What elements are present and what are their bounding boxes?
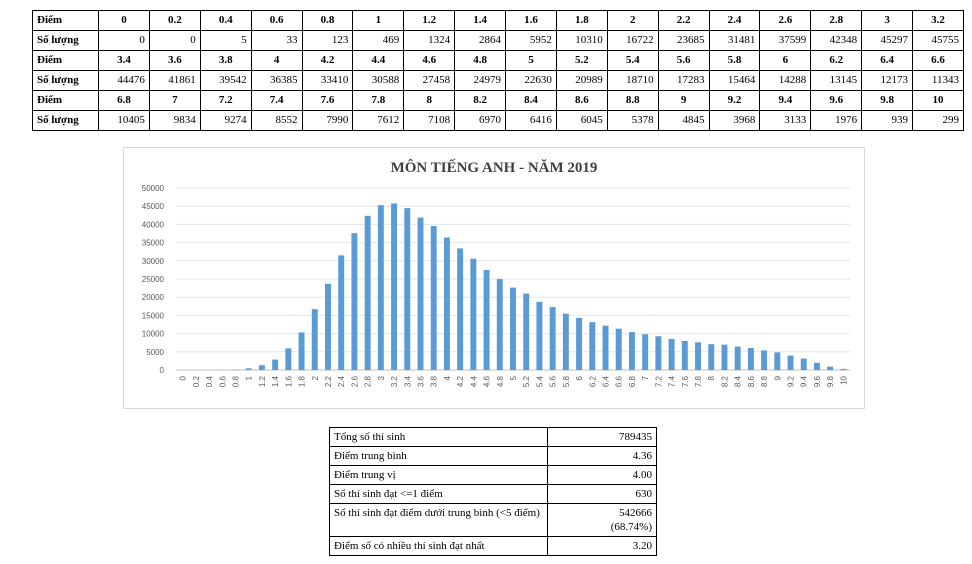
- score-cell: 5.4: [607, 51, 658, 71]
- bar: [603, 326, 609, 370]
- score-cell: 1: [353, 11, 404, 31]
- chart-title: MÔN TIẾNG ANH - NĂM 2019: [390, 160, 598, 176]
- bar: [550, 307, 556, 370]
- count-cell: 5952: [506, 31, 557, 51]
- x-tick-label: 10: [839, 376, 849, 385]
- x-tick-label: 0.8: [231, 376, 241, 388]
- count-cell: 14288: [760, 71, 811, 91]
- x-tick-label: 3.2: [390, 376, 400, 388]
- bar: [801, 359, 807, 370]
- score-header-label: Điểm: [33, 11, 99, 31]
- score-cell: 9.2: [709, 91, 760, 111]
- bar: [285, 348, 291, 370]
- x-tick-label: 3.6: [416, 376, 426, 388]
- stat-label: Số thí sinh đạt <=1 điểm: [330, 485, 548, 504]
- score-cell: 7.2: [200, 91, 251, 111]
- count-cell: 3968: [709, 111, 760, 131]
- count-cell: 33410: [302, 71, 353, 91]
- x-tick-label: 9.6: [812, 376, 822, 388]
- count-cell: 469: [353, 31, 404, 51]
- count-cell: 3133: [760, 111, 811, 131]
- score-cell: 1.2: [404, 11, 455, 31]
- bar: [655, 336, 661, 370]
- x-tick-label: 2.4: [337, 376, 347, 388]
- x-tick-label: 7.4: [667, 376, 677, 388]
- stat-value: [548, 466, 657, 485]
- stat-value-percent: (68.74%): [610, 521, 652, 533]
- stat-value-text: 789435: [619, 431, 652, 443]
- score-cell: 3.6: [149, 51, 200, 71]
- count-cell: 1976: [811, 111, 862, 131]
- score-cell: 6.2: [811, 51, 862, 71]
- x-tick-label: 8.4: [733, 376, 743, 388]
- score-cell: 6: [760, 51, 811, 71]
- x-tick-label: 5: [509, 376, 518, 381]
- x-tick-label: 3.4: [403, 376, 413, 388]
- bar: [404, 208, 410, 370]
- bar: [629, 332, 635, 370]
- stat-value-text: 4.36: [632, 450, 652, 462]
- bar: [589, 322, 595, 370]
- bar: [259, 365, 265, 370]
- stat-value-text: 4.00: [632, 469, 652, 481]
- bar: [312, 309, 318, 370]
- score-cell: 3: [862, 11, 913, 31]
- x-tick-label: 2.6: [350, 376, 360, 388]
- bar: [246, 368, 252, 370]
- score-cell: 4.6: [404, 51, 455, 71]
- x-tick-label: 6: [575, 376, 585, 381]
- count-cell: 41861: [149, 71, 200, 91]
- bar: [827, 367, 833, 370]
- x-axis-ticks: [179, 375, 849, 387]
- count-cell: 36385: [251, 71, 302, 91]
- y-tick-label: 30000: [141, 256, 164, 266]
- count-cell: 22630: [506, 71, 557, 91]
- count-cell: 18710: [607, 71, 658, 91]
- score-cell: 9: [658, 91, 709, 111]
- score-cell: 1.8: [556, 11, 607, 31]
- y-tick-label: 5000: [146, 347, 164, 357]
- count-cell: 123: [302, 31, 353, 51]
- count-cell: 9834: [149, 111, 200, 131]
- stat-value: [548, 485, 657, 504]
- score-cell: 5.2: [556, 51, 607, 71]
- bar: [682, 341, 688, 370]
- bar: [761, 350, 767, 370]
- x-tick-label: 5.8: [561, 376, 571, 388]
- count-row: [33, 111, 964, 131]
- score-row: [33, 11, 964, 31]
- bar: [735, 347, 741, 370]
- score-header-label: Điểm: [33, 51, 99, 71]
- x-tick-label: 9.2: [786, 376, 796, 388]
- score-cell: 6.8: [99, 91, 150, 111]
- count-cell: 27458: [404, 71, 455, 91]
- chart-container: [123, 147, 865, 409]
- count-cell: 7108: [404, 111, 455, 131]
- stat-label: Tổng số thí sinh: [330, 428, 548, 447]
- score-cell: 2.6: [760, 11, 811, 31]
- count-cell: 39542: [200, 71, 251, 91]
- bar: [840, 369, 846, 370]
- count-cell: 45755: [913, 31, 964, 51]
- score-cell: 2.2: [658, 11, 709, 31]
- x-tick-label: 7: [641, 376, 651, 381]
- count-header-label: Số lượng: [33, 31, 99, 51]
- bar: [272, 360, 278, 370]
- count-cell: 6970: [455, 111, 506, 131]
- count-cell: 10310: [556, 31, 607, 51]
- score-cell: 0.6: [251, 11, 302, 31]
- stat-label: Điểm trung vị: [330, 466, 548, 485]
- x-tick-label: 6.8: [627, 376, 637, 388]
- count-cell: 10405: [99, 111, 150, 131]
- score-cell: 3.2: [913, 11, 964, 31]
- x-tick-label: 7.8: [694, 376, 704, 388]
- stat-row: [330, 504, 657, 537]
- count-cell: 8552: [251, 111, 302, 131]
- score-distribution-table: [32, 10, 964, 131]
- count-cell: 5378: [607, 111, 658, 131]
- stat-row: [330, 466, 657, 485]
- score-cell: 8.6: [556, 91, 607, 111]
- x-tick-label: 0.6: [218, 376, 228, 388]
- x-tick-label: 1.8: [297, 376, 307, 388]
- count-cell: 299: [913, 111, 964, 131]
- y-axis-ticks: [142, 184, 165, 375]
- count-cell: 1324: [404, 31, 455, 51]
- score-cell: 9.6: [811, 91, 862, 111]
- bar: [536, 302, 542, 370]
- bar: [299, 332, 305, 370]
- count-cell: 4845: [658, 111, 709, 131]
- y-tick-label: 25000: [141, 275, 164, 284]
- score-cell: 3.8: [200, 51, 251, 71]
- count-cell: 7612: [353, 111, 404, 131]
- y-tick-label: 0: [159, 366, 164, 375]
- bar: [774, 352, 780, 370]
- bar: [748, 348, 754, 370]
- score-cell: 4.2: [302, 51, 353, 71]
- bar: [642, 334, 648, 370]
- bar: [576, 318, 582, 370]
- score-cell: 3.4: [99, 51, 150, 71]
- bar: [444, 238, 450, 370]
- x-tick-label: 4.8: [495, 376, 505, 388]
- bar: [378, 205, 384, 370]
- count-cell: 20989: [556, 71, 607, 91]
- bar: [814, 363, 820, 370]
- bar: [563, 314, 569, 370]
- bars: [206, 203, 846, 370]
- x-tick-label: 0.2: [191, 376, 201, 388]
- stat-row: [330, 485, 657, 504]
- x-tick-label: 3: [376, 376, 386, 381]
- stat-value-text: 542666: [619, 507, 652, 519]
- y-tick-label: 10000: [141, 329, 164, 339]
- count-cell: 0: [99, 31, 150, 51]
- bar: [497, 279, 503, 370]
- score-cell: 9.4: [760, 91, 811, 111]
- x-tick-label: 3.8: [429, 376, 439, 388]
- score-cell: 8: [404, 91, 455, 111]
- count-cell: 0: [149, 31, 200, 51]
- x-tick-label: 5.4: [535, 376, 545, 388]
- x-tick-label: 7.6: [680, 376, 690, 388]
- score-cell: 6.6: [913, 51, 964, 71]
- x-tick-label: 1: [244, 376, 254, 381]
- stat-label: Điểm số có nhiều thí sinh đạt nhất: [330, 537, 548, 556]
- bar: [325, 284, 331, 370]
- score-cell: 5.8: [709, 51, 760, 71]
- bar: [721, 345, 727, 370]
- score-cell: 5.6: [658, 51, 709, 71]
- score-cell: 2.8: [811, 11, 862, 31]
- count-cell: 7990: [302, 111, 353, 131]
- stat-row: [330, 537, 657, 556]
- score-cell: 8.8: [607, 91, 658, 111]
- count-cell: 2864: [455, 31, 506, 51]
- score-cell: 4.8: [455, 51, 506, 71]
- x-tick-label: 7.2: [654, 376, 664, 388]
- score-cell: 6.4: [862, 51, 913, 71]
- x-tick-label: 4.6: [482, 376, 492, 388]
- x-tick-label: 8.6: [746, 376, 756, 388]
- count-cell: 6416: [506, 111, 557, 131]
- score-cell: 0.8: [302, 11, 353, 31]
- stat-value-text: 3.20: [632, 540, 652, 552]
- score-cell: 9.8: [862, 91, 913, 111]
- bar: [669, 339, 675, 370]
- x-tick-label: 8: [707, 376, 717, 381]
- y-tick-label: 45000: [141, 202, 164, 212]
- stat-value: [548, 428, 657, 447]
- score-cell: 0: [99, 11, 150, 31]
- bar: [788, 356, 794, 370]
- y-tick-label: 35000: [141, 238, 164, 248]
- x-tick-label: 6.6: [614, 376, 624, 388]
- x-tick-label: 4: [442, 376, 452, 381]
- score-row: [33, 51, 964, 71]
- score-cell: 5: [506, 51, 557, 71]
- bar: [457, 248, 463, 370]
- score-cell: 7.4: [251, 91, 302, 111]
- count-cell: 37599: [760, 31, 811, 51]
- stat-label: Số thí sinh đạt điểm dưới trung bình (<5 điểm): [330, 504, 548, 537]
- x-tick-label: 8.8: [760, 376, 770, 388]
- y-tick-label: 40000: [141, 220, 164, 230]
- bar: [351, 233, 357, 370]
- x-tick-label: 5.6: [548, 376, 558, 388]
- score-row: [33, 91, 964, 111]
- score-histogram-chart: [124, 148, 864, 408]
- y-tick-label: 15000: [141, 311, 164, 321]
- stat-row: [330, 428, 657, 447]
- count-row: [33, 31, 964, 51]
- y-tick-label: 50000: [141, 184, 164, 193]
- count-cell: 9274: [200, 111, 251, 131]
- count-cell: 6045: [556, 111, 607, 131]
- score-cell: 8.4: [506, 91, 557, 111]
- y-tick-label: 20000: [141, 293, 164, 303]
- bar: [695, 342, 701, 370]
- score-cell: 2: [607, 11, 658, 31]
- stat-label: Điểm trung bình: [330, 447, 548, 466]
- stat-value: [548, 504, 657, 537]
- count-cell: 45297: [862, 31, 913, 51]
- score-cell: 0.4: [200, 11, 251, 31]
- bar: [338, 255, 344, 370]
- score-header-label: Điểm: [33, 91, 99, 111]
- bar: [365, 216, 371, 370]
- count-cell: 12173: [862, 71, 913, 91]
- score-cell: 2.4: [709, 11, 760, 31]
- count-cell: 23685: [658, 31, 709, 51]
- bar: [418, 218, 424, 370]
- count-cell: 13145: [811, 71, 862, 91]
- count-cell: 939: [862, 111, 913, 131]
- x-tick-label: 2.8: [363, 376, 373, 388]
- count-cell: 17283: [658, 71, 709, 91]
- stat-row: [330, 447, 657, 466]
- score-cell: 7.8: [353, 91, 404, 111]
- x-tick-label: 2: [310, 376, 320, 381]
- bar: [708, 344, 714, 370]
- count-cell: 24979: [455, 71, 506, 91]
- score-cell: 1.4: [455, 11, 506, 31]
- bar: [470, 259, 476, 370]
- x-tick-label: 0.4: [205, 376, 215, 388]
- stat-value: [548, 447, 657, 466]
- score-cell: 0.2: [149, 11, 200, 31]
- score-cell: 4.4: [353, 51, 404, 71]
- count-cell: 44476: [99, 71, 150, 91]
- count-cell: 15464: [709, 71, 760, 91]
- score-cell: 1.6: [506, 11, 557, 31]
- count-cell: 42348: [811, 31, 862, 51]
- x-tick-label: 2.2: [323, 376, 333, 388]
- stat-value-text: 630: [635, 488, 652, 500]
- score-cell: 10: [913, 91, 964, 111]
- count-cell: 16722: [607, 31, 658, 51]
- count-header-label: Số lượng: [33, 111, 99, 131]
- count-cell: 31481: [709, 31, 760, 51]
- bar: [484, 270, 490, 370]
- x-tick-label: 4.2: [456, 376, 466, 388]
- bar: [510, 288, 516, 370]
- count-cell: 11343: [913, 71, 964, 91]
- bar: [523, 294, 529, 370]
- bar: [391, 203, 397, 370]
- x-tick-label: 9.4: [799, 376, 809, 388]
- x-tick-label: 1.6: [284, 376, 294, 388]
- bar: [431, 226, 437, 370]
- score-cell: 4: [251, 51, 302, 71]
- bar: [616, 329, 622, 370]
- x-tick-label: 1.2: [257, 376, 267, 388]
- x-tick-label: 5.2: [522, 376, 532, 388]
- summary-stats-table: [329, 427, 657, 556]
- x-tick-label: 9.8: [826, 376, 836, 388]
- x-tick-label: 8.2: [720, 376, 730, 388]
- stat-value: [548, 537, 657, 556]
- count-header-label: Số lượng: [33, 71, 99, 91]
- score-cell: 8.2: [455, 91, 506, 111]
- x-tick-label: 6.2: [588, 376, 598, 388]
- x-tick-label: 4.4: [469, 376, 479, 388]
- score-cell: 7: [149, 91, 200, 111]
- x-tick-label: 9: [773, 376, 783, 381]
- count-cell: 5: [200, 31, 251, 51]
- x-tick-label: 6.4: [601, 376, 611, 388]
- count-row: [33, 71, 964, 91]
- score-cell: 7.6: [302, 91, 353, 111]
- x-tick-label: 1.4: [271, 376, 281, 388]
- x-tick-label: 0: [178, 376, 188, 381]
- count-cell: 30588: [353, 71, 404, 91]
- count-cell: 33: [251, 31, 302, 51]
